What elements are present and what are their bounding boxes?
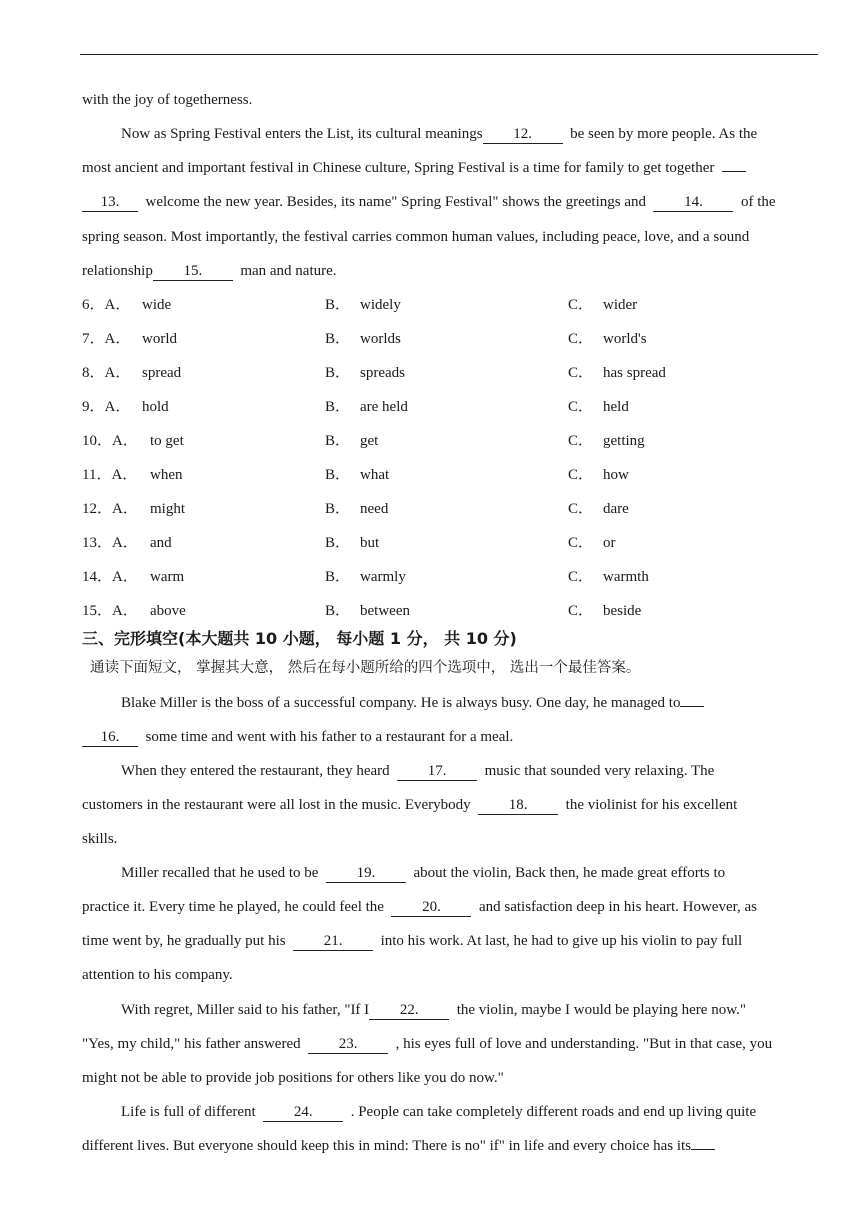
option-c-label: C． — [568, 297, 594, 313]
option-c-label: C． — [568, 603, 594, 619]
option-number: 6．A． — [82, 297, 131, 313]
blank-19: 19. — [326, 864, 406, 883]
option-b-label: B． — [325, 331, 351, 347]
option-a: world — [142, 331, 177, 347]
blank-24: 24. — [263, 1103, 343, 1122]
option-c: held — [603, 399, 629, 415]
blank-underline — [680, 706, 704, 707]
passage-line — [82, 158, 746, 178]
option-b-label: B． — [325, 365, 351, 381]
passage-line — [82, 192, 776, 212]
blank-21: 21. — [293, 932, 373, 951]
option-b-label: B． — [325, 535, 351, 551]
passage-line — [121, 1000, 746, 1020]
passage-line — [82, 965, 233, 985]
text: Life is full of different — [121, 1104, 256, 1120]
option-number: 14．A． — [82, 569, 138, 585]
option-c-label: C． — [568, 467, 594, 483]
option-c-label: C． — [568, 399, 594, 415]
option-c-label: C． — [568, 501, 594, 517]
option-c: dare — [603, 501, 629, 517]
text: spring season. Most importantly, the festival carries common human values, including peace, love, and a sound — [82, 229, 750, 245]
text: . People can take completely different roads and end up living quite — [350, 1104, 757, 1120]
option-c-label: C． — [568, 433, 594, 449]
text: different lives. But everyone should keep this in mind: There is no" if" in life and every choice has its — [82, 1138, 692, 1154]
option-b: warmly — [360, 569, 406, 585]
passage-line — [82, 90, 252, 110]
option-c-label: C． — [568, 569, 594, 585]
text: music that sounded very relaxing. The — [484, 763, 715, 779]
blank-17: 17. — [397, 762, 477, 781]
section-instruction: 通读下面短文， 掌握其大意， 然后在每小题所给的四个选项中， 选出一个最佳答案。 — [90, 660, 641, 676]
option-c-label: C． — [568, 535, 594, 551]
text: most ancient and important festival in Chinese culture, Spring Festival is a time for family to get together — [82, 160, 715, 176]
blank-20: 20. — [391, 898, 471, 917]
option-number: 13．A． — [82, 535, 138, 551]
option-b-label: B． — [325, 501, 351, 517]
text: welcome the new year. Besides, its name" Spring Festival" shows the greetings and — [145, 194, 646, 210]
passage-line — [121, 863, 725, 883]
blank-underline — [691, 1149, 715, 1150]
option-c: beside — [603, 603, 642, 619]
text: skills. — [82, 831, 118, 847]
passage-line — [121, 761, 714, 781]
text: When they entered the restaurant, they heard — [121, 763, 390, 779]
option-b: widely — [360, 297, 401, 313]
text: be seen by more people. As the — [570, 126, 758, 142]
passage-line — [82, 1068, 504, 1088]
option-b: spreads — [360, 365, 405, 381]
blank-12: 12. — [483, 125, 563, 144]
option-b: get — [360, 433, 379, 449]
text: into his work. At last, he had to give up his violin to pay full — [380, 933, 743, 949]
text: time went by, he gradually put his — [82, 933, 286, 949]
option-b: what — [360, 467, 390, 483]
header-rule — [80, 54, 818, 55]
blank-16: 16. — [82, 728, 138, 747]
text: Miller recalled that he used to be — [121, 865, 319, 881]
option-a: and — [150, 535, 172, 551]
passage-line — [121, 1102, 756, 1122]
option-c: how — [603, 467, 629, 483]
option-a: above — [150, 603, 186, 619]
text: customers in the restaurant were all lost in the music. Everybody — [82, 797, 471, 813]
text: "Yes, my child," his father answered — [82, 1036, 301, 1052]
option-b-label: B． — [325, 399, 351, 415]
text: attention to his company. — [82, 967, 233, 983]
option-c: world's — [603, 331, 647, 347]
passage-line — [82, 727, 513, 747]
option-number: 7．A． — [82, 331, 131, 347]
text: and satisfaction deep in his heart. However, as — [478, 899, 758, 915]
text: man and nature. — [240, 263, 337, 279]
option-c: warmth — [603, 569, 649, 585]
text: about the violin, Back then, he made great efforts to — [413, 865, 726, 881]
blank-15: 15. — [153, 262, 233, 281]
passage-line — [82, 1034, 772, 1054]
passage-line — [82, 1136, 715, 1156]
option-b-label: B． — [325, 569, 351, 585]
blank-13: 13. — [82, 193, 138, 212]
passage-line — [82, 227, 749, 247]
passage-line — [82, 261, 337, 281]
option-a: wide — [142, 297, 172, 313]
option-c-label: C． — [568, 331, 594, 347]
option-c: has spread — [603, 365, 666, 381]
passage-line — [82, 931, 742, 951]
option-number: 10．A． — [82, 433, 138, 449]
text: relationship — [82, 263, 153, 279]
text: might not be able to provide job positions for others like you do now." — [82, 1070, 504, 1086]
option-number: 12．A． — [82, 501, 138, 517]
option-c: getting — [603, 433, 645, 449]
text: with the joy of togetherness. — [82, 92, 253, 108]
option-number: 8．A． — [82, 365, 131, 381]
option-b: need — [360, 501, 389, 517]
option-b-label: B． — [325, 297, 351, 313]
option-b: between — [360, 603, 410, 619]
option-a: might — [150, 501, 186, 517]
text: practice it. Every time he played, he could feel the — [82, 899, 384, 915]
option-c-label: C． — [568, 365, 594, 381]
text: some time and went with his father to a restaurant for a meal. — [145, 729, 514, 745]
option-a: hold — [142, 399, 169, 415]
text: the violinist for his excellent — [565, 797, 738, 813]
blank-18: 18. — [478, 796, 558, 815]
option-b: worlds — [360, 331, 401, 347]
text: , his eyes full of love and understanding. "But in that case, you — [395, 1036, 773, 1052]
passage-line — [82, 897, 757, 917]
text: of the — [740, 194, 776, 210]
passage-line — [121, 693, 704, 713]
option-number: 9．A． — [82, 399, 131, 415]
text: Blake Miller is the boss of a successful company. He is always busy. One day, he managed to — [121, 695, 681, 711]
option-a: warm — [150, 569, 185, 585]
option-b-label: B． — [325, 467, 351, 483]
passage-line — [82, 829, 117, 849]
section-heading: 三、完形填空(本大题共 10 小题， 每小题 1 分， 共 10 分) — [82, 629, 517, 648]
blank-22: 22. — [369, 1001, 449, 1020]
option-c: wider — [603, 297, 638, 313]
passage-line — [82, 795, 737, 815]
text: Now as Spring Festival enters the List, its cultural meanings — [121, 126, 483, 142]
text: With regret, Miller said to his father, "If I — [121, 1002, 370, 1018]
option-a: spread — [142, 365, 182, 381]
passage-line — [121, 124, 757, 144]
blank-underline — [722, 171, 746, 172]
option-b-label: B． — [325, 433, 351, 449]
option-number: 15．A． — [82, 603, 138, 619]
text: the violin, maybe I would be playing here now." — [456, 1002, 746, 1018]
option-b-label: B． — [325, 603, 351, 619]
option-b: are held — [360, 399, 408, 415]
blank-14: 14. — [653, 193, 733, 212]
blank-23: 23. — [308, 1035, 388, 1054]
option-number: 11．A． — [82, 467, 138, 483]
option-a: to get — [150, 433, 184, 449]
option-c: or — [603, 535, 616, 551]
option-a: when — [150, 467, 183, 483]
option-b: but — [360, 535, 380, 551]
